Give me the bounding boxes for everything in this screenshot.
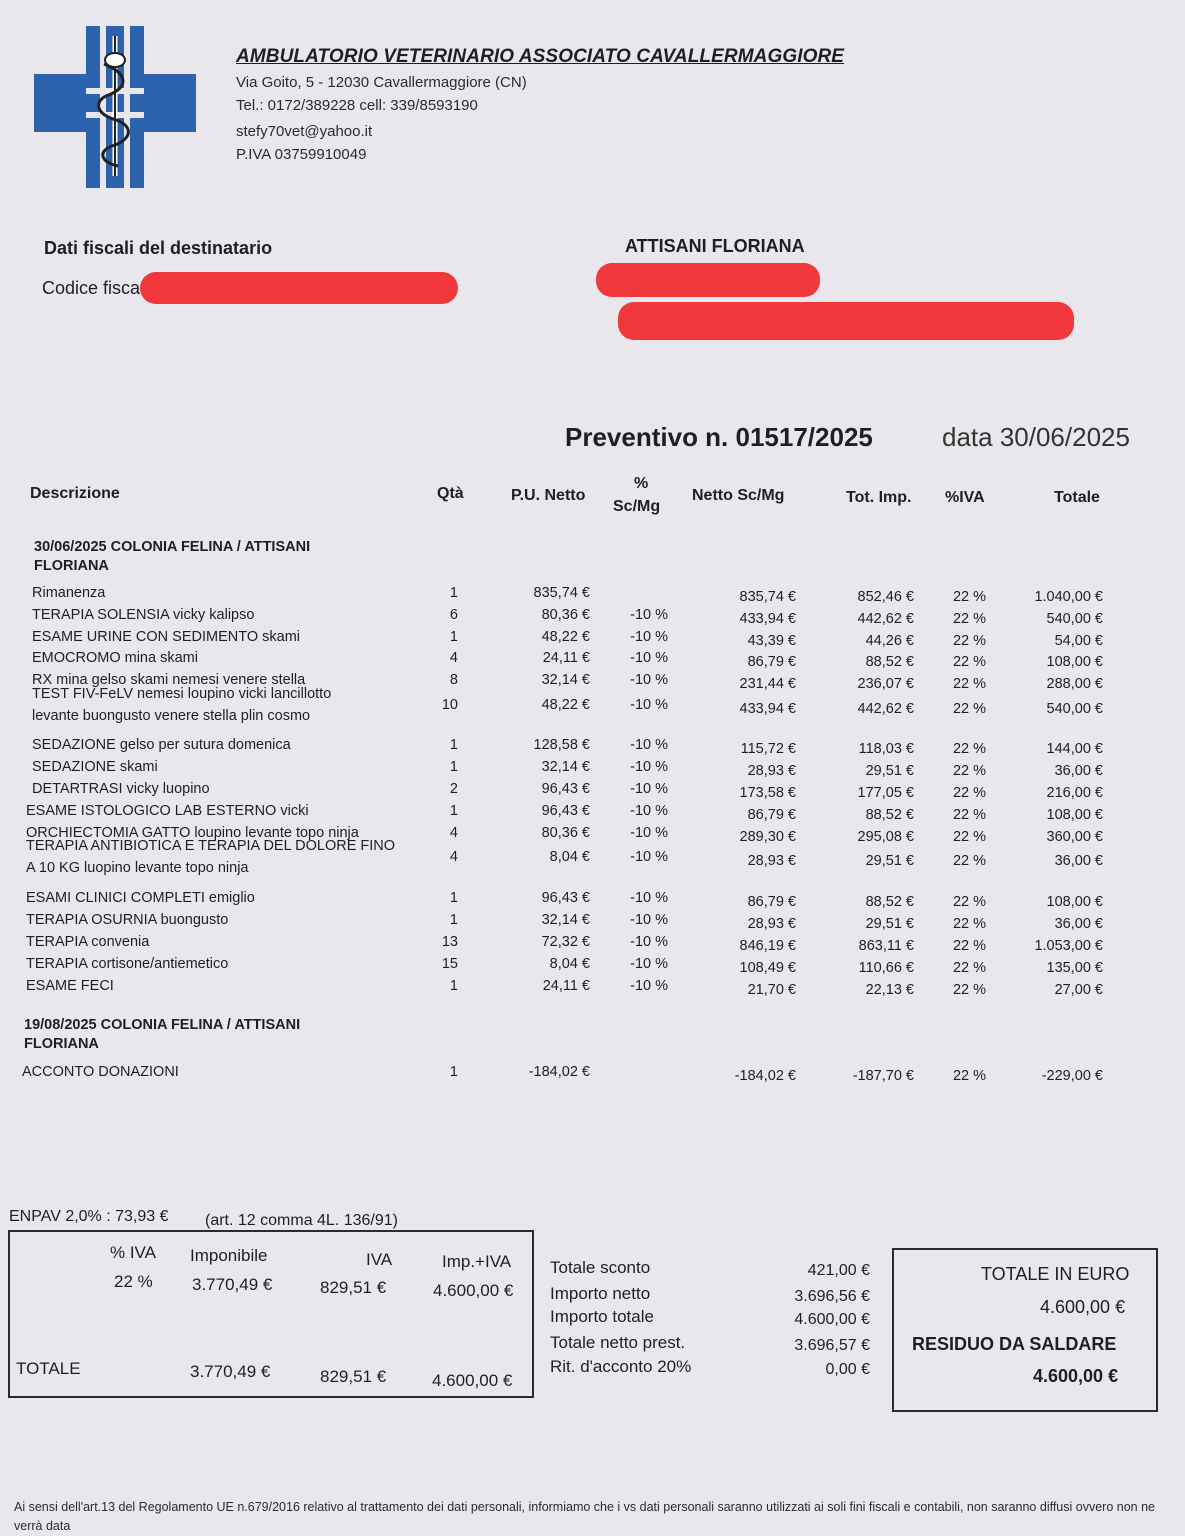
row-discount: -10 %	[630, 934, 668, 950]
row-taxable: 29,51 €	[865, 763, 914, 779]
vat-total-taxable: 3.770,49 €	[190, 1362, 271, 1381]
row-discount: -10 %	[630, 607, 668, 623]
row-unit-price: 24,11 €	[542, 978, 590, 994]
row-description: ACCONTO DONAZIONI	[22, 1064, 179, 1080]
header-total: Totale	[1054, 489, 1100, 506]
row-description: ESAME ISTOLOGICO LAB ESTERNO vicki	[26, 803, 309, 819]
row-unit-price: -184,02 €	[528, 1064, 590, 1080]
clinic-vat: P.IVA 03759910049	[236, 146, 367, 163]
row-net: 289,30 €	[739, 829, 796, 845]
row-qty: 4	[449, 650, 458, 666]
row-description: TERAPIA convenia	[26, 934, 150, 950]
row-vat-rate: 22 %	[952, 785, 986, 801]
header-description: Descrizione	[30, 485, 120, 502]
totals-label: Totale sconto	[550, 1258, 651, 1277]
vat-rate-value: 22 %	[114, 1272, 153, 1291]
row-net: 173,58 €	[739, 785, 796, 801]
row-net: 28,93 €	[747, 763, 796, 779]
row-unit-price: 835,74 €	[533, 585, 590, 601]
header-discount-label: Sc/Mg	[613, 498, 661, 515]
row-vat-rate: 22 %	[952, 894, 986, 910]
row-vat-rate: 22 %	[952, 763, 986, 779]
row-taxable: 118,03 €	[858, 741, 914, 757]
vat-rate-header: % IVA	[110, 1243, 156, 1262]
row-total: 135,00 €	[1046, 960, 1103, 976]
privacy-notice: Ai sensi dell'art.13 del Regolamento UE n.679/2016 relativo al trattamento dei dati personali, informiamo che i vs dati personali saranno utilizzati ai soli fini fiscali e contabili, non saranno diffusi ovvero non ne verrà data	[14, 1500, 1155, 1533]
residual-value: 4.600,00 €	[1033, 1366, 1119, 1386]
row-net: 28,93 €	[747, 916, 796, 932]
row-total: 108,00 €	[1046, 894, 1103, 910]
row-qty: 1	[449, 978, 458, 994]
row-discount: -10 %	[630, 650, 668, 666]
clinic-address: Via Goito, 5 - 12030 Cavallermaggiore (CN)	[236, 74, 527, 91]
vat-value: 829,51 €	[320, 1278, 387, 1297]
row-taxable: 88,52 €	[865, 807, 914, 823]
row-total: 36,00 €	[1054, 853, 1103, 869]
row-description: TEST FIV-FeLV nemesi loupino vicki lancillotto	[32, 686, 332, 702]
row-description: Rimanenza	[32, 585, 106, 601]
recipient-label: Dati fiscali del destinatario	[44, 238, 273, 258]
row-taxable: 442,62 €	[857, 611, 914, 627]
row-net: 231,44 €	[739, 676, 796, 692]
row-discount: -10 %	[630, 978, 668, 994]
row-discount: -10 %	[630, 956, 668, 972]
row-net: 108,49 €	[739, 960, 796, 976]
row-discount: -10 %	[630, 825, 668, 841]
totals-label: Totale netto prest.	[550, 1333, 686, 1352]
row-taxable: 88,52 €	[865, 894, 914, 910]
row-total: 540,00 €	[1046, 701, 1103, 717]
row-total: 1.053,00 €	[1034, 938, 1103, 954]
row-unit-price: 96,43 €	[541, 803, 590, 819]
row-unit-price: 80,36 €	[541, 607, 590, 623]
row-description: RX mina gelso skami nemesi venere stella	[32, 672, 306, 688]
totals-value: 421,00 €	[807, 1262, 870, 1279]
row-vat-rate: 22 %	[952, 701, 986, 717]
row-unit-price: 48,22 €	[541, 697, 590, 713]
row-total: 54,00 €	[1054, 633, 1103, 649]
row-qty: 1	[449, 759, 458, 775]
section-title: 30/06/2025 COLONIA FELINA / ATTISANI FLORIANA	[34, 539, 311, 574]
vat-total-gross: 4.600,00 €	[432, 1371, 513, 1390]
row-description: ESAMI CLINICI COMPLETI emiglio	[26, 890, 255, 906]
row-unit-price: 8,04 €	[549, 956, 590, 972]
row-net: 86,79 €	[747, 654, 796, 670]
row-qty: 1	[449, 629, 458, 645]
row-description-cont: A 10 KG luopino levante topo ninja	[26, 860, 249, 876]
row-net: 835,74 €	[739, 589, 796, 605]
clinic-phone: Tel.: 0172/389228 cell: 339/8593190	[236, 97, 478, 114]
header-discount-percent: %	[634, 475, 649, 492]
grand-total-label: TOTALE IN EURO	[981, 1264, 1130, 1284]
clinic-name: AMBULATORIO VETERINARIO ASSOCIATO CAVALLERMAGGIORE	[236, 46, 845, 67]
row-vat-rate: 22 %	[952, 807, 986, 823]
row-qty: 15	[441, 956, 458, 972]
row-vat-rate: 22 %	[952, 938, 986, 954]
row-taxable: 110,66 €	[858, 960, 914, 976]
row-vat-rate: 22 %	[952, 654, 986, 670]
row-description: SEDAZIONE gelso per sutura domenica	[32, 737, 291, 753]
row-description: TERAPIA ANTIBIOTICA E TERAPIA DEL DOLORE FINO	[26, 838, 396, 854]
redaction-mark	[596, 263, 820, 297]
row-discount: -10 %	[630, 759, 668, 775]
row-description: TERAPIA OSURNIA buongusto	[26, 912, 229, 928]
vat-total-label: TOTALE	[16, 1359, 81, 1378]
header-net: Netto Sc/Mg	[692, 487, 785, 504]
totals-value: 3.696,56 €	[794, 1288, 870, 1305]
totals-value: 3.696,57 €	[794, 1337, 870, 1354]
row-net: 43,39 €	[747, 633, 796, 649]
enpav-text: ENPAV 2,0% : 73,93 €	[9, 1208, 169, 1225]
enpav-reference: (art. 12 comma 4L. 136/91)	[205, 1212, 398, 1229]
row-vat-rate: 22 %	[952, 982, 986, 998]
row-total: -229,00 €	[1041, 1068, 1103, 1084]
row-description: TERAPIA SOLENSIA vicky kalipso	[32, 607, 255, 623]
row-vat-rate: 22 %	[952, 611, 986, 627]
row-net: 28,93 €	[747, 853, 796, 869]
totals-value: 4.600,00 €	[794, 1311, 870, 1328]
row-qty: 13	[441, 934, 458, 950]
clinic-email: stefy70vet@yahoo.it	[236, 123, 373, 140]
row-unit-price: 48,22 €	[541, 629, 590, 645]
gross-value: 4.600,00 €	[433, 1281, 514, 1300]
header-unit-price: P.U. Netto	[511, 487, 586, 504]
totals-label: Importo totale	[550, 1307, 654, 1326]
row-taxable: 22,13 €	[865, 982, 914, 998]
row-total: 360,00 €	[1046, 829, 1103, 845]
row-qty: 1	[449, 585, 458, 601]
row-taxable: 44,26 €	[865, 633, 914, 649]
row-unit-price: 32,14 €	[541, 912, 590, 928]
row-qty: 1	[449, 912, 458, 928]
row-vat-rate: 22 %	[952, 633, 986, 649]
header-taxable: Tot. Imp.	[846, 489, 912, 506]
row-vat-rate: 22 %	[952, 741, 986, 757]
row-taxable: 236,07 €	[857, 676, 914, 692]
row-taxable: 29,51 €	[865, 916, 914, 932]
row-discount: -10 %	[630, 737, 668, 753]
taxable-value: 3.770,49 €	[192, 1275, 273, 1294]
clinic-logo-cross-icon	[34, 26, 196, 188]
row-unit-price: 32,14 €	[541, 672, 590, 688]
row-unit-price: 8,04 €	[549, 849, 590, 865]
row-qty: 2	[449, 781, 458, 797]
row-taxable: -187,70 €	[852, 1068, 914, 1084]
row-unit-price: 96,43 €	[541, 781, 590, 797]
row-vat-rate: 22 %	[952, 960, 986, 976]
row-discount: -10 %	[630, 803, 668, 819]
row-vat-rate: 22 %	[952, 1068, 986, 1084]
row-description: SEDAZIONE skami	[32, 759, 158, 775]
vat-header: IVA	[366, 1250, 393, 1269]
row-vat-rate: 22 %	[952, 676, 986, 692]
row-total: 108,00 €	[1046, 654, 1103, 670]
redaction-mark	[140, 272, 458, 304]
row-qty: 1	[449, 890, 458, 906]
row-discount: -10 %	[630, 672, 668, 688]
row-discount: -10 %	[630, 849, 668, 865]
row-qty: 1	[449, 737, 458, 753]
row-taxable: 852,46 €	[857, 589, 914, 605]
document-date: data 30/06/2025	[942, 422, 1130, 452]
row-description-cont: levante buongusto venere stella plin cosmo	[32, 708, 311, 724]
row-total: 216,00 €	[1046, 785, 1103, 801]
row-unit-price: 96,43 €	[541, 890, 590, 906]
row-discount: -10 %	[630, 629, 668, 645]
row-total: 108,00 €	[1046, 807, 1103, 823]
row-qty: 8	[449, 672, 458, 688]
row-total: 540,00 €	[1046, 611, 1103, 627]
row-taxable: 295,08 €	[857, 829, 914, 845]
section-title: 19/08/2025 COLONIA FELINA / ATTISANI FLORIANA	[24, 1017, 301, 1052]
row-unit-price: 24,11 €	[542, 650, 590, 666]
totals-label: Rit. d'acconto 20%	[550, 1357, 692, 1376]
row-qty: 6	[449, 607, 458, 623]
totals-label: Importo netto	[550, 1284, 651, 1303]
totals-value: 0,00 €	[825, 1361, 870, 1378]
row-vat-rate: 22 %	[952, 829, 986, 845]
row-unit-price: 128,58 €	[533, 737, 590, 753]
row-qty: 1	[449, 803, 458, 819]
row-taxable: 863,11 €	[858, 938, 914, 954]
row-qty: 4	[449, 849, 458, 865]
row-discount: -10 %	[630, 890, 668, 906]
row-vat-rate: 22 %	[952, 589, 986, 605]
taxable-header: Imponibile	[190, 1246, 268, 1265]
row-total: 27,00 €	[1054, 982, 1103, 998]
row-net: -184,02 €	[734, 1068, 796, 1084]
row-net: 86,79 €	[747, 894, 796, 910]
grand-total-value: 4.600,00 €	[1040, 1297, 1126, 1317]
row-discount: -10 %	[630, 697, 668, 713]
tax-code-label: Codice fisca	[42, 278, 141, 298]
row-description: EMOCROMO mina skami	[32, 650, 198, 666]
row-total: 144,00 €	[1046, 741, 1103, 757]
row-net: 846,19 €	[739, 938, 796, 954]
row-description: ESAME URINE CON SEDIMENTO skami	[32, 629, 301, 645]
row-taxable: 442,62 €	[857, 701, 914, 717]
row-discount: -10 %	[630, 912, 668, 928]
row-total: 36,00 €	[1054, 916, 1103, 932]
row-total: 36,00 €	[1054, 763, 1103, 779]
row-total: 1.040,00 €	[1034, 589, 1103, 605]
row-qty: 1	[449, 1064, 458, 1080]
gross-header: Imp.+IVA	[442, 1252, 512, 1271]
vat-total-vat: 829,51 €	[320, 1367, 387, 1386]
document-title: Preventivo n. 01517/2025	[565, 422, 873, 452]
row-qty: 4	[449, 825, 458, 841]
row-total: 288,00 €	[1046, 676, 1103, 692]
row-vat-rate: 22 %	[952, 916, 986, 932]
row-taxable: 88,52 €	[865, 654, 914, 670]
row-net: 433,94 €	[739, 611, 796, 627]
header-vat-rate: %IVA	[945, 489, 985, 506]
row-unit-price: 80,36 €	[541, 825, 590, 841]
row-vat-rate: 22 %	[952, 853, 986, 869]
row-taxable: 177,05 €	[857, 785, 914, 801]
row-description: ESAME FECI	[26, 978, 114, 994]
row-net: 433,94 €	[739, 701, 796, 717]
row-net: 86,79 €	[747, 807, 796, 823]
row-description: ORCHIECTOMIA GATTO loupino levante topo ninja	[26, 825, 359, 841]
row-discount: -10 %	[630, 781, 668, 797]
row-net: 115,72 €	[740, 741, 796, 757]
row-description: TERAPIA cortisone/antiemetico	[26, 956, 229, 972]
row-taxable: 29,51 €	[865, 853, 914, 869]
row-net: 21,70 €	[747, 982, 796, 998]
recipient-name: ATTISANI FLORIANA	[625, 236, 805, 256]
residual-label: RESIDUO DA SALDARE	[912, 1334, 1117, 1354]
row-description: DETARTRASI vicky luopino	[32, 781, 210, 797]
row-unit-price: 72,32 €	[541, 934, 590, 950]
row-unit-price: 32,14 €	[541, 759, 590, 775]
header-qty: Qtà	[437, 485, 464, 502]
row-qty: 10	[441, 697, 458, 713]
redaction-mark	[618, 302, 1074, 340]
